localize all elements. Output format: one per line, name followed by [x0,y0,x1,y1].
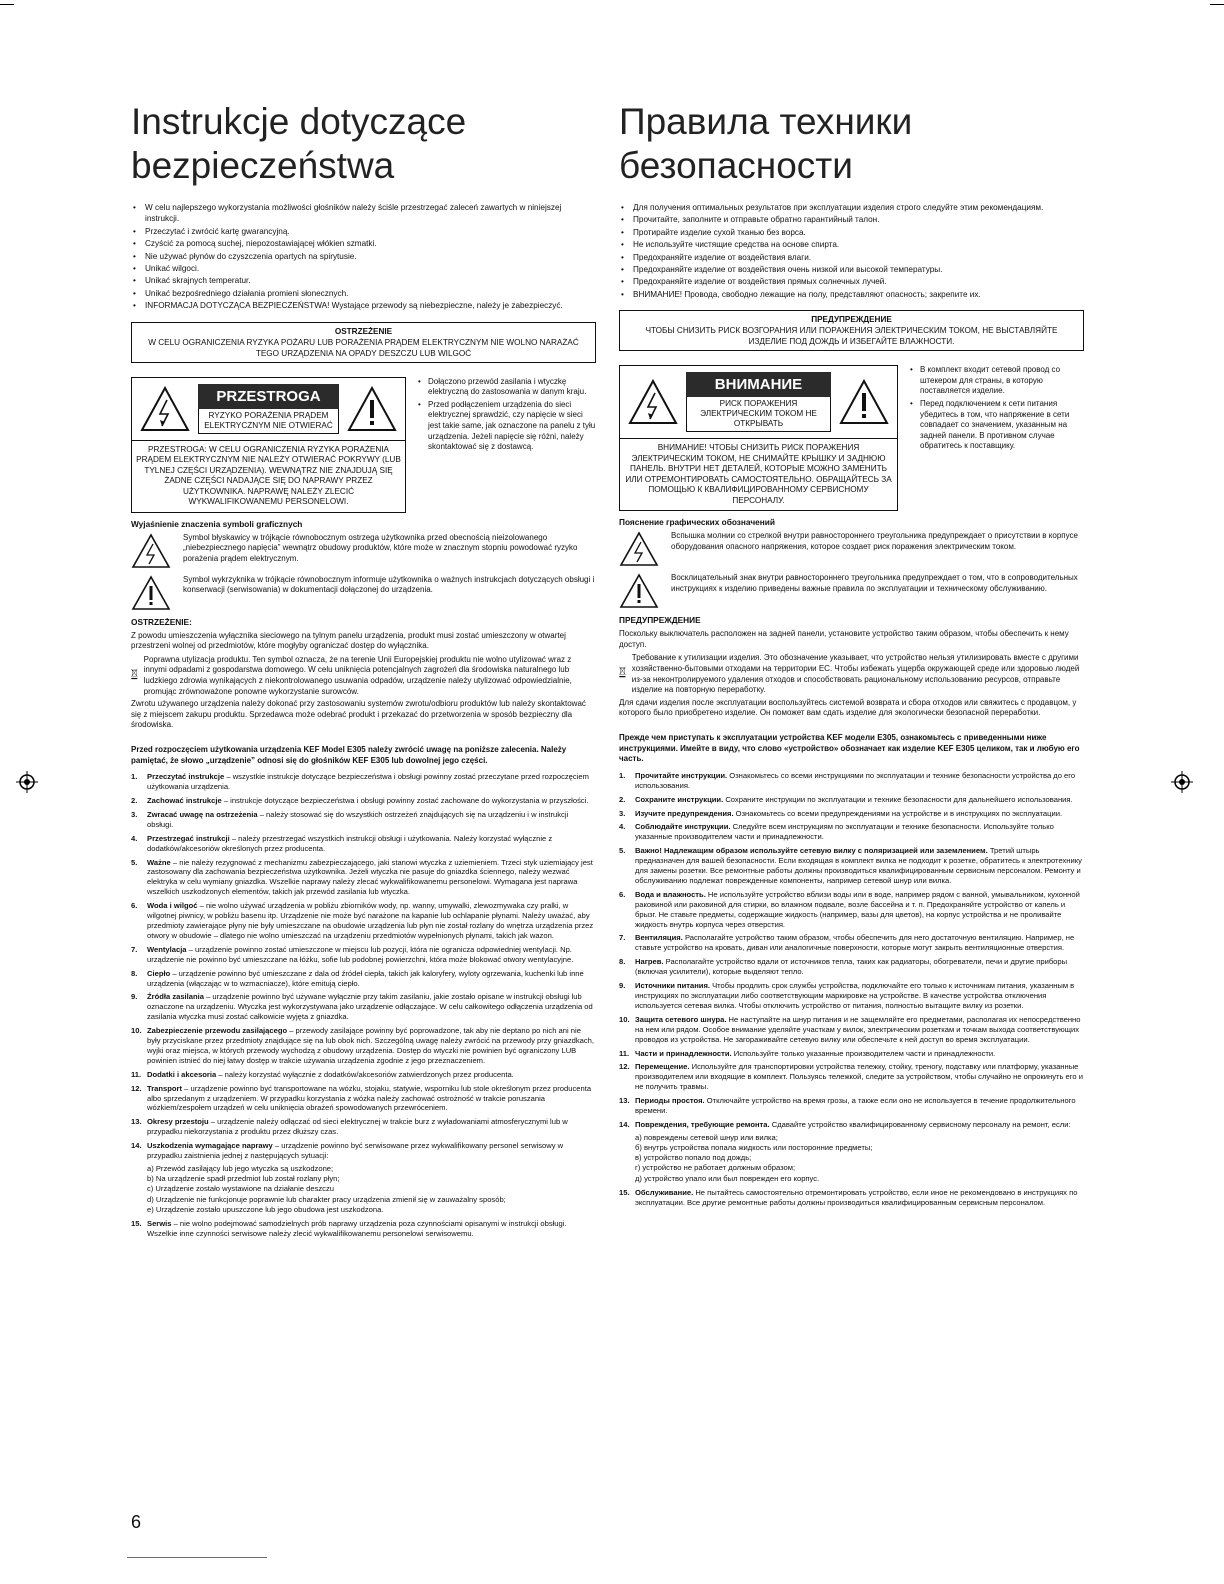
instructions-list [619,771,1084,1208]
page-title: Instrukcje dotyczące bezpieczeństwa [131,101,467,186]
list-item: • Unikać bezpośredniego działania promieni słonecznych. [131,288,596,299]
return-text: Для сдачи изделия после эксплуатации воспользуйтесь системой возврата и сбора отходов или свяжитесь с продавцом, у которого было приобретено изделие. Он поможет вам сдать изделие для экологически безопасной переработки. [619,697,1077,718]
page-title: Правила техники безопасности [619,101,913,186]
list-item: 10. Защита сетевого шнура. Не наступайте на шнур питания и не защемляйте его предметами, располагая их непосредственно на нем или рядом. Особое внимание уделяйте участкам у вилок, электрическим розеткам и точкам выхода соответствующих проводов из устройства. Не загораживайте сетевую вилку или обеспечьте к ней доступ во время эксплуатации. [619,1014,1081,1044]
list-item: • Протирайте изделие сухой тканью без ворса. [619,227,1084,238]
list-item: • Nie używać płynów do czyszczenia opartych na spirytusie. [131,251,596,262]
lightning-warning-icon [628,379,678,425]
list-item: 8. Нагрев. Располагайте устройство вдали от источников тепла, таких как радиаторы, обогреватели, печи и другие приборы (включая усилители), которые выделяют тепло. [619,957,1068,977]
page-number: 6 [131,1512,142,1532]
symbols-heading: Wyjaśnienie znaczenia symboli graficznych [131,518,303,529]
caution-sub: РИСК ПОРАЖЕНИЯ ЭЛЕКТРИЧЕСКИМ ТОКОМ НЕ ОТКРЫВАТЬ [686,397,831,432]
list-item: • Для получения оптимальных результатов при эксплуатации изделия строго следуйте этим рекомендациям. [619,202,1084,213]
caution-panel [619,365,898,511]
warning-title: OSTRZEŻENIE [334,326,393,336]
exclamation-warning-icon [347,386,397,432]
lightning-warning-icon [140,386,190,432]
power-bullets [418,377,596,455]
weee-text: Poprawna utylizacja produktu. Ten symbol oznacza, że na terenie Unii Europejskiej produktu nie wolno utylizować wraz z innymi odpadami z gospodarstwa domowego. W celu uniknięcia potencjalnych zagrożeń dla środowiska naturalnego lub ludzkiego zdrowia wynikających z niekontrolowanego usuwania odpadów, urządzenie należy utylizować odpowiedzialnie, promując zrównoważone ponowne wykorzystanie surowców. [143,654,572,696]
list-item: • Unikać wilgoci. [131,263,596,274]
registration-mark-left [16,771,38,793]
list-item: 7. Вентиляция. Располагайте устройство таким образом, чтобы обеспечить для него достаточную вентиляцию. Например, не ставьте устройство на кровать, диван или аналогичные поверхности, которые могут закрыть вентиляционные отверстия. [619,933,1075,953]
instructions-intro: Przed rozpoczęciem użytkowania urządzenia KEF Model E305 należy zwrócić uwagę na poniższe zalecenia. Należy pamiętać, że słowo „urządzenie” odnosi się do głośników KEF E305 lub dowolnej jego części. [131,745,567,765]
list-item: 15. Обслуживание. Не пытайтесь самостоятельно отремонтировать устройство, если иное не рекомендовано в инструкциях по эксплуатации. Все другие ремонтные работы должны производиться квалифицированным сервисным персоналом. [619,1187,1078,1207]
list-item: 14. Повреждения, требующие ремонта. Сдавайте устройство квалифицированному сервисному персоналу на ремонт, если: а) повреждены сетевой шнур или вилка; б) внутрь устройства попала жидкость или посторонние предметы; в) устройство попало под дождь; г) устройство не работает должным образом; д) устройство упало или был поврежден его корпус. [619,1119,1071,1183]
list-item: • Unikać skrajnych temperatur. [131,275,596,286]
list-item: 1. Прочитайте инструкции. Ознакомьтесь со всеми инструкциями по эксплуатации и технике безопасности устройства до его использования. [619,770,1076,790]
return-text: Zwrotu używanego urządzenia należy dokonać przy zastosowaniu systemów zwrotu/odbioru produktów lub należy skontaktować się z miejscem zakupu produktu. Sprzedawca może odebrać produkt i przekazać do przetworzenia w sposób bezpieczny dla środowiska. [131,699,586,730]
caution-sub: RYZYKO PORAŻENIA PRĄDEM ELEKTRYCZNYM NIE OTWIERAĆ [198,409,339,434]
list-item: • В комплект входит сетевой провод со штекером для страны, в которую поставляется изделие. [910,365,1084,397]
list-item: 13. Okresy przestoju – urządzenie należy odłączać od sieci elektrycznej w trakcie burz z wyładowaniami atmosferycznymi lub w przypadku niekorzystania z produktu przez dłuższy czas. [131,1117,568,1137]
list-item: 4. Przestrzegać instrukcji – należy przestrzegać wszystkich instrukcji obsługi i użytkowania. Należy korzystać wyłącznie z dodatków/akcesoriów określonych przez producenta. [131,833,553,853]
symbols-heading: Пояснение графических обозначений [619,517,775,528]
footer-rule [127,1557,267,1558]
exclamation-warning-icon [839,379,889,425]
list-item: • Прочитайте, заполните и отправьте обратно гарантийный талон. [619,214,1084,225]
list-item: 11. Части и принадлежности. Используйте только указанные производителем части и принадлежности. [619,1048,996,1058]
list-item: 5. Ważne – nie należy rezygnować z mechanizmu zabezpieczającego, jaki stanowi wtyczka z uziemieniem. Trzeci styk uziemiający jest zastosowany dla zachowania bezpieczeństwa użytkownika. Jeżeli wtyczka nie pasuje do gniazdka ściennego, należy wezwać elektryka w celu wymiany gniazdka. Wszelkie naprawy należy zlecać wykwalifikowanemu personelowi. Wymagana jest naprawa wszelkich uszkodzonych elementów, takich jak przewód zasilania lub wtyczka. [131,857,593,897]
list-item: 12. Перемещение. Используйте для транспортировки устройства тележку, стойку, треногу, подставку или платформу, указанные производителем или входящие в комплект. Пользуясь тележкой, следите за устройством, чтобы случайно не опрокинуть его и не получить травмы. [619,1062,1083,1092]
list-item: • Не используйте чистящие средства на основе спирта. [619,239,1084,250]
russian-column [619,100,1084,1212]
list-item: 5. Важно! Надлежащим образом используйте сетевую вилку с поляризацией или заземлением. Третий штырь предназначен для вашей безопасности. Если входящая в комплект вилка не подходит к розетке, обратитесь к электротехнику для замены розетки. Все ремонтные работы должны производиться квалифицированным сервисным персоналом. Ремонту и обслуживанию подлежат поврежденные компоненты, например сетевой шнур или вилка. [619,846,1082,885]
caution2-text: Поскольку выключатель расположен на задней панели, установите устройство таким образом, чтобы обеспечить к нему доступ. [619,629,1069,649]
list-item: • Czyścić za pomocą suchej, niepozostawiającej włókien szmatki. [131,238,596,249]
caution2-text: Z powodu umieszczenia wyłącznika sieciowego na tylnym panelu urządzenia, produkt musi zostać umieszczony w otwartej przestrzeni wolnej od przedmiotów, które mogłyby ograniczać dostęp do wyłącznika. [131,630,566,651]
list-item: 3. Изучите предупреждения. Ознакомьтесь со всеми предупреждениями на устройстве и в инструкциях по эксплуатации. [619,808,1063,818]
list-item: 6. Вода и влажность. Не используйте устройство вблизи воды или в воде, например рядом с ванной, умывальником, кухонной раковиной или раковиной для стирки, во влажном подвале, возле бассейна и т. п. Предохраняйте устройство от капель и брызг. Не ставьте предметы, содержащие жидкость (например, вазы для цветов), на корпус устройства и не проливайте жидкость внутрь корпуса через отверстия. [619,889,1080,929]
caution2-heading: OSTRZEŻENIE: [131,616,192,627]
list-item: 9. Источники питания. Чтобы продлить срок службы устройства, подключайте его только к источникам питания, указанным в инструкциях по эксплуатации либо соответствующим маркировке на устройстве. В качестве устройства отключения используется сетевая вилка. Чтобы отключить устройство от питания, полностью вытащите вилку из розетки. [619,981,1075,1010]
lightning-symbol-icon [131,533,171,569]
list-item: • Przed podłączeniem urządzenia do sieci elektrycznej sprawdzić, czy napięcie w sieci jest takie same, jak oznaczone na panelu z tyłu urządzenia. Jeżeli napięcie się różni, należy skontaktować się z dostawcą. [418,400,596,453]
warning-box [131,322,596,363]
list-item: 13. Периоды простоя. Отключайте устройство на время грозы, а также если оно не используется в течение продолжительного времени. [619,1096,1076,1116]
care-bullets [131,202,596,312]
symbol-bolt-text: Symbol błyskawicy w trójkącie równobocznym ostrzega użytkownika przed obecnością nieizolowanego „niebezpiecznego napięcia” wewnątrz obudowy produktów, które może w znacznym stopniu powodować ryzyko porażenia prądem elektrycznym. [183,532,578,563]
power-bullets [910,365,1084,454]
registration-mark-right [1171,771,1193,793]
warning-text: ЧТОБЫ СНИЗИТЬ РИСК ВОЗГОРАНИЯ ИЛИ ПОРАЖЕНИЯ ЭЛЕКТРИЧЕСКИМ ТОКОМ, НЕ ВЫСТАВЛЯЙТЕ ИЗДЕЛИЕ ПОД ДОЖДЬ И ИЗБЕГАЙТЕ ВЛАЖНОСТИ. [645,326,1058,347]
list-item: 15. Serwis – nie wolno podejmować samodzielnych prób naprawy urządzenia poza czynnościami opisanymi w instrukcji obsługi. Wszelkie inne czynności serwisowe należy zlecić wykwalifikowanemu personelowi serwisowemu. [131,1219,567,1238]
warning-box [619,310,1084,351]
list-item: • Предохраняйте изделие от воздействия влаги. [619,252,1084,263]
list-item: • Przeczytać i zwrócić kartę gwarancyjną. [131,226,596,237]
list-item: 12. Transport – urządzenie powinno być transportowane na wózku, stojaku, statywie, wsporniku lub stole określonym przez producenta albo sprzedanym z urządzeniem. W przypadku korzystania z wózka należy zachować ostrożność w trakcie poruszania wózkiem/zespołem urządzeń w celu uniknięcia obrażeń spowodowanych przewróceniem. [131,1083,592,1113]
warning-title: ПРЕДУПРЕЖДЕНИЕ [811,315,892,325]
caution-label: ВНИМАНИЕ [686,372,831,397]
list-item: 6. Woda i wilgoć – nie wolno używać urządzenia w pobliżu zbiorników wody, np. wanny, umywalki, zlewozmywaka czy pralki, w wilgotnej piwnicy, w pobliżu basenu itp. Urządzenie nie może być narażone na kapanie lub ochlapanie płynami. Należy uważać, aby przedmioty zawierające płyny nie były umieszczane na obudowie urządzenia lub płyn nie został rozlany do wnętrza urządzenia przez otwory w obudowie – dlatego nie wolno umieszczać na urządzeniu przedmiotów wypełnionych płynami, takich jak wazon. [131,901,594,940]
polish-column [131,100,596,1243]
symbol-bolt-text: Вспышка молнии со стрелкой внутри равностороннего треугольника предупреждает о присутствии в корпусе оборудования опасного напряжения, которое создает риск поражения электрическим током. [671,531,1078,551]
list-item: • W celu najlepszego wykorzystania możliwości głośników należy ściśle przestrzegać zaleceń zawartych w niniejszej instrukcji. [131,202,596,225]
weee-bin-icon [131,655,138,693]
lightning-symbol-icon [619,531,659,567]
list-item: 1. Przeczytać instrukcje – wszystkie instrukcje dotyczące bezpieczeństwa i obsługi powinny zostać przeczytane przed rozpoczęciem użytkowania urządzenia. [131,772,589,792]
list-item: 10. Zabezpieczenie przewodu zasilającego – przewody zasilające powinny być poprowadzone, tak aby nie deptano po nich ani nie były przyciskane przez przedmioty znajdujące się na lub obok nich. Szczególną uwagę należy zwrócić na przewody przy gniazdkach, wyjki oraz miejsca, w których przewody wychodzą z obudowy urządzenia. Dostęp do wtyczki nie powinien być ograniczony LUB powinien istnieć do niej łatwy dostęp w trakcie używania urządzenia zgodnie z jego przeznaczeniem. [131,1026,594,1065]
list-item: 11. Dodatki i akcesoria – należy korzystać wyłącznie z dodatków/akcesoriów zatwierdzonych przez producenta. [131,1069,514,1079]
list-item: • INFORMACJA DOTYCZĄCA BEZPIECZEŃSTWA! Wystające przewody są niebezpieczne, należy je zabezpieczyć. [131,300,596,311]
warning-text: W CELU OGRANICZENIA RYZYKA POŻARU LUB PORAŻENIA PRĄDEM ELEKTRYCZNYM NIE WOLNO NARAŻAĆ TEGO URZĄDZENIA NA OPADY DESZCZU LUB WILGOĆ [148,337,579,358]
instructions-intro: Прежде чем приступать к эксплуатации устройства KEF модели E305, ознакомьтесь с приведенными ниже инструкциями. Имейте в виду, что слово «устройство» обозначает как изделие KEF E305 целиком, так и любую его часть. [619,733,1080,764]
list-item: 3. Zwracać uwagę na ostrzeżenia – należy stosować się do wszystkich ostrzeżeń znajdujących się na urządzeniu i w instrukcji obsługi. [131,809,569,829]
list-item: 2. Сохраните инструкции. Сохраните инструкции по эксплуатации и технике безопасности для дальнейшего использования. [619,794,1073,804]
list-item: 7. Wentylacja – urządzenie powinno zostać umieszczone w miejscu lub pozycji, która nie ogranicza odpowiedniej wentylacji. Np. urządzenie nie powinno być umieszczane na łóżku, sofie lub podobnej powierzchni, która może blokować otwory wentylacyjne. [131,944,574,964]
list-item: 8. Ciepło – urządzenie powinno być umieszczane z dala od źródeł ciepła, takich jak kaloryfery, wyloty ogrzewania, kuchenki lub inne urządzenia (włączając w to wzmacniacze), które emitują ciepło. [131,968,584,988]
caution-label: PRZESTROGA [198,384,339,409]
weee-bin-icon [619,653,626,691]
symbol-excl-text: Symbol wykrzyknika w trójkącie równobocznym informuje użytkownika o ważnych instrukcjach dotyczących obsługi i konserwacji (serwisowania) w dokumentacji dołączonej do urządzenia. [183,574,595,595]
list-item: • Предохраняйте изделие от воздействия очень низкой или высокой температуры. [619,264,1084,275]
symbol-excl-text: Восклицательный знак внутри равностороннего треугольника предупреждает о том, что в сопроводительных инструкциях к изделию приведены важные правила по эксплуатации и техническому обслуживанию. [671,573,1078,593]
instructions-list [131,772,596,1239]
exclamation-symbol-icon [131,575,171,611]
list-item: 14. Uszkodzenia wymagające naprawy – urządzenie powinno być serwisowane przez wykwalifikowany personel serwisowy w przypadku zaistnienia jednej z następujących sytuacji: a) Przewód zasilający lub jego wtyczka są uszkodzone; b) Na urządzenie spadł przedmiot lub został rozlany płyn; c) Urządzenie zostało wystawione na działanie deszczu d) Urządzenie nie funkcjonuje poprawnie lub charakter pracy urządzenia zmienił się w zauważalny sposób; e) Urządzenie zostało upuszczone lub jego obudowa jest uszkodzona. [131,1141,564,1214]
crop-mark-left [0,4,14,5]
caution-panel [131,377,406,513]
list-item: 9. Źródła zasilania – urządzenie powinno być używane wyłącznie przy takim zasilaniu, jakie zostało opisane w instrukcji obsługi lub oznaczone na urządzeniu. Wtyczka jest wykorzystywana jako urządzenie odłączające. W celu całkowitego odłączenia urządzenia od zasilania wtyczka musi zostać całkowicie wyjęta z gniazdka. [131,992,593,1022]
list-item: • Предохраняйте изделие от воздействия прямых солнечных лучей. [619,276,1084,287]
caution-body: ВНИМАНИЕ! ЧТОБЫ СНИЗИТЬ РИСК ПОРАЖЕНИЯ ЭЛЕКТРИЧЕСКИМ ТОКОМ, НЕ СНИМАЙТЕ КРЫШКУ И ЗАДНЮЮ ПАНЕЛЬ. ВНУТРИ НЕТ ДЕТАЛЕЙ, КОТОРЫЕ МОЖНО ЗАМЕНИТЬ ИЛИ ОТРЕМОНТИРОВАТЬ САМОСТОЯТЕЛЬНО. ОБРАЩАЙТЕСЬ ЗА ПОМОЩЬЮ К КВАЛИФИЦИРОВАННОМУ СЕРВИСНОМУ ПЕРСОНАЛУ. [625,443,892,505]
weee-text: Требование к утилизации изделия. Это обозначение указывает, что устройство нельзя утилизировать вместе с другими хозяйственно-бытовыми отходами на территории ЕС. Чтобы избежать ущерба окружающей среде или здоровью людей из-за неконтролируемого удаления отходов и способствовать рациональному использованию ресурсов, отправьте изделие на повторную переработку. [631,653,1080,695]
crop-mark-right [1210,4,1224,5]
care-bullets [619,202,1084,300]
exclamation-symbol-icon [619,573,659,609]
caution2-heading: ПРЕДУПРЕЖДЕНИЕ [619,615,701,626]
list-item: • Dołączono przewód zasilania i wtyczkę elektryczną do zastosowania w danym kraju. [418,377,596,398]
caution-body: PRZESTROGA: W CELU OGRANICZENIA RYZYKA PORAŻENIA PRĄDEM ELEKTRYCZNYM NIE NALEŻY OTWIERAĆ POKRYWY (LUB TYLNEJ CZĘŚCI URZĄDZENIA). WEWNĄTRZ NIE ZNAJDUJĄ SIĘ ŻADNE CZĘŚCI NADAJĄCE SIĘ DO NAPRAWY PRZEZ UŻYTKOWNIKA. NAPRAWĘ NALEŻY ZLECIĆ WYKWALIFIKOWANEMU PERSONELOWI. [136,444,401,507]
list-item: • ВНИМАНИЕ! Провода, свободно лежащие на полу, представляют опасность; закрепите их. [619,289,1084,300]
list-item: 2. Zachować instrukcje – instrukcje dotyczące bezpieczeństwa i obsługi powinny zostać zachowane do wykorzystania w przyszłości. [131,796,589,805]
list-item: 4. Соблюдайте инструкции. Следуйте всем инструкциям по эксплуатации и технике безопасности. Используйте только указанные производителем части и принадлежности. [619,822,1054,842]
list-item: • Перед подключением к сети питания убедитесь в том, что напряжение в сети совпадает со значением, указанным на задней панели. В противном случае обратитесь к поставщику. [910,399,1084,452]
